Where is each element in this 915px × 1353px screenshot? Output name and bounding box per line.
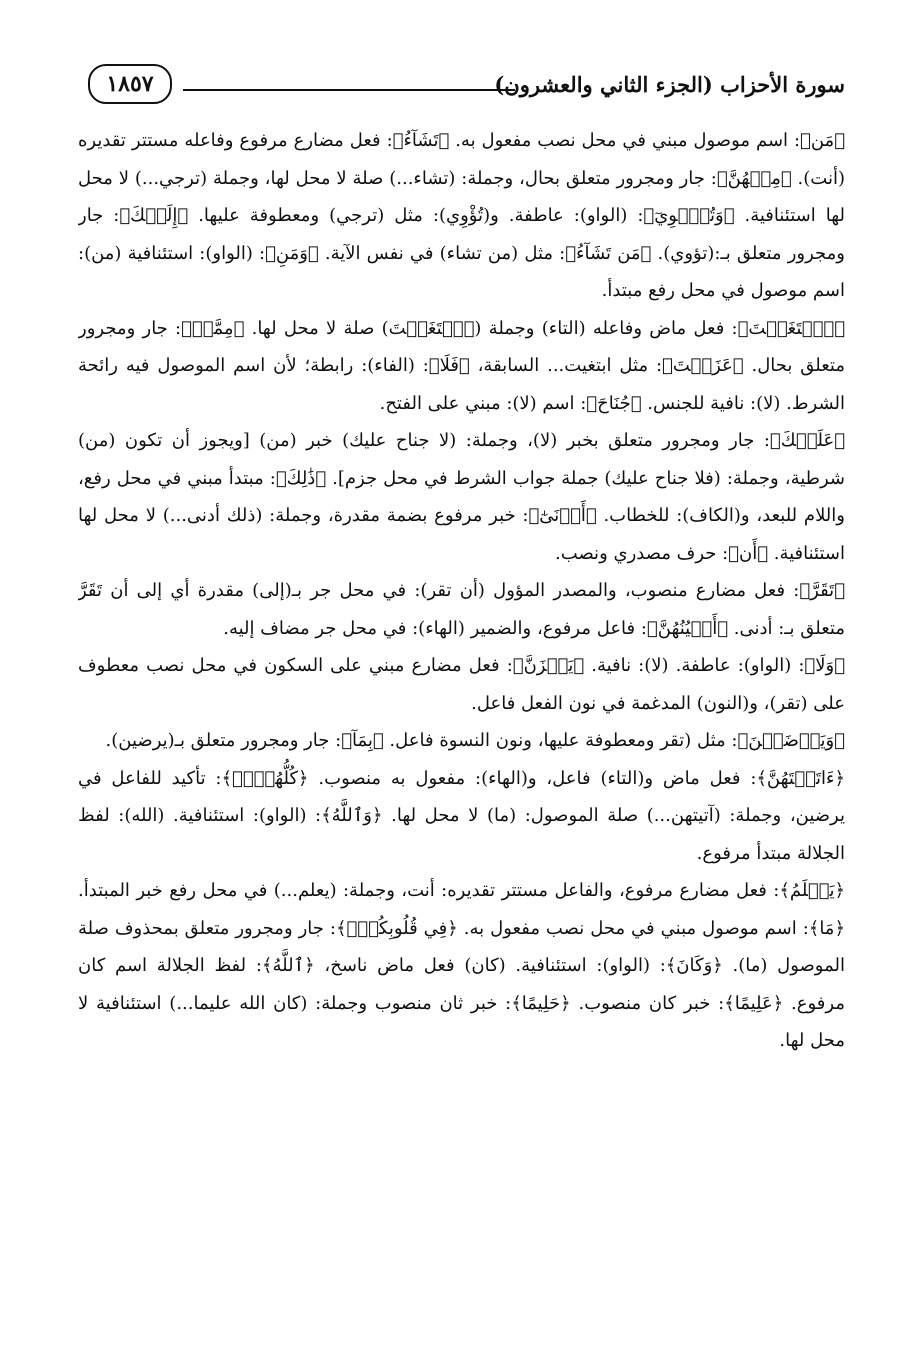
paragraph: ﴿ءَاتَيۡتَهُنَّ﴾: فعل ماض و(التاء) فاعل، و(الهاء): مفعول به منصوب. ﴿كُلُّهُنَّۚ﴾: تأكيد للفاعل في يرضين، وجملة: (آتيتهن...) صلة الموصول: (ما) لا محل لها. ﴿وَٱللَّهُ﴾: (الواو): استئنافية. (الله): لفظ الجلالة مبتدأ مرفوع. <box>78 767 845 864</box>
paragraph: ﴿تَقَرَّ﴾: فعل مضارع منصوب، والمصدر المؤول (أن تقر): في محل جر بـ(إلى) مقدرة أي إلى أن تَقَرَّ متعلق بـ: أدنى. ﴿أَعۡيُنُهُنَّ﴾: فاعل مرفوع، والضمير (الهاء): في محل جر مضاف إليه. <box>78 580 845 639</box>
page-number: ١٨٥٧ <box>88 64 172 104</box>
paragraph: ﴿ٱبۡتَغَيۡتَ﴾: فعل ماض وفاعله (التاء) وجملة (ٱبۡتَغَيۡتَ) صلة لا محل لها. ﴿مِمَّنۡ﴾: جار ومجرور متعلق بحال. ﴿عَزَلۡتَ﴾: مثل ابتغيت... السابقة، ﴿فَلَا﴾: (الفاء): رابطة؛ لأن اسم الموصول فيه رائحة الشرط. (لا): نافية للجنس. ﴿جُنَاحَ﴾: اسم (لا): مبني على الفتح. <box>78 317 845 414</box>
paragraph: ﴿وَلَا﴾: (الواو): عاطفة. (لا): نافية. ﴿يَحۡزَنَّ﴾: فعل مضارع مبني على السكون في محل نصب معطوف على (تقر)، و(النون) المدغمة في نون الفعل فاعل. <box>78 655 845 714</box>
header-title: سورة الأحزاب (الجزء الثاني والعشرون) <box>494 72 845 97</box>
paragraph: ﴿وَيَرۡضَيۡنَ﴾: مثل (تقر ومعطوفة عليها، ونون النسوة فاعل. ﴿بِمَآ﴾: جار ومجرور متعلق بـ(يرضين). <box>105 730 845 751</box>
paragraph: ﴿مَن﴾: اسم موصول مبني في محل نصب مفعول به. ﴿تَشَآءُ﴾: فعل مضارع مرفوع وفاعله مستتر تقديره (أنت). ﴿مِنۡهُنَّ﴾: جار ومجرور متعلق بحال، وجملة: (تشاء...) صلة لا محل لها، وجملة (ترجي...) لا محل لها استئنافية. ﴿وَتُـٔۡوِيٓ﴾: (الواو): عاطفة. و(تُؤْوِي): مثل (ترجي) ومعطوفة عليها. ﴿إِلَيۡكَ﴾: جار ومجرور متعلق بـ:(تؤوي). ﴿مَن تَشَآءُ﴾: مثل (من تشاء) في نفس الآية. ﴿وَمَنِ﴾: (الواو): استئنافية (من): اسم موصول في محل رفع مبتدأ. <box>78 130 845 301</box>
paragraph: ﴿عَلَيۡكَ﴾: جار ومجرور متعلق بخبر (لا)، وجملة: (لا جناح عليك) خبر (من) [ويجوز أن تكون (من) شرطية، وجملة: (فلا جناح عليك) جملة جواب الشرط في محل جزم]. ﴿ذَٰلِكَ﴾: مبتدأ مبني في محل رفع، واللام للبعد، و(الكاف): للخطاب. ﴿أَدۡنَىٰٓ﴾: خبر مرفوع بضمة مقدرة، وجملة: (ذلك أدنى...) لا محل لها استئنافية. ﴿أَن﴾: حرف مصدري ونصب. <box>78 430 845 564</box>
header-rule <box>183 89 515 91</box>
paragraph: ﴿يَعۡلَمُ﴾: فعل مضارع مرفوع، والفاعل مستتر تقديره: أنت، وجملة: (يعلم...) في محل رفع خبر المبتدأ. ﴿مَا﴾: اسم موصول مبني في محل نصب مفعول به. ﴿فِي قُلُوبِكُمۡۚ﴾: جار ومجرور متعلق بمحذوف صلة الموصول (ما). ﴿وَكَانَ﴾: (الواو): استئنافية. (كان) فعل ماض ناسخ، ﴿ٱللَّهُ﴾: لفظ الجلالة اسم كان مرفوع. ﴿عَلِيمًا﴾: خبر كان منصوب. ﴿حَلِيمًا﴾: خبر ثان منصوب وجملة: (كان الله عليما...) استئنافية لا محل لها. <box>78 880 845 1051</box>
page-header <box>88 62 845 106</box>
page-body <box>78 122 845 1293</box>
